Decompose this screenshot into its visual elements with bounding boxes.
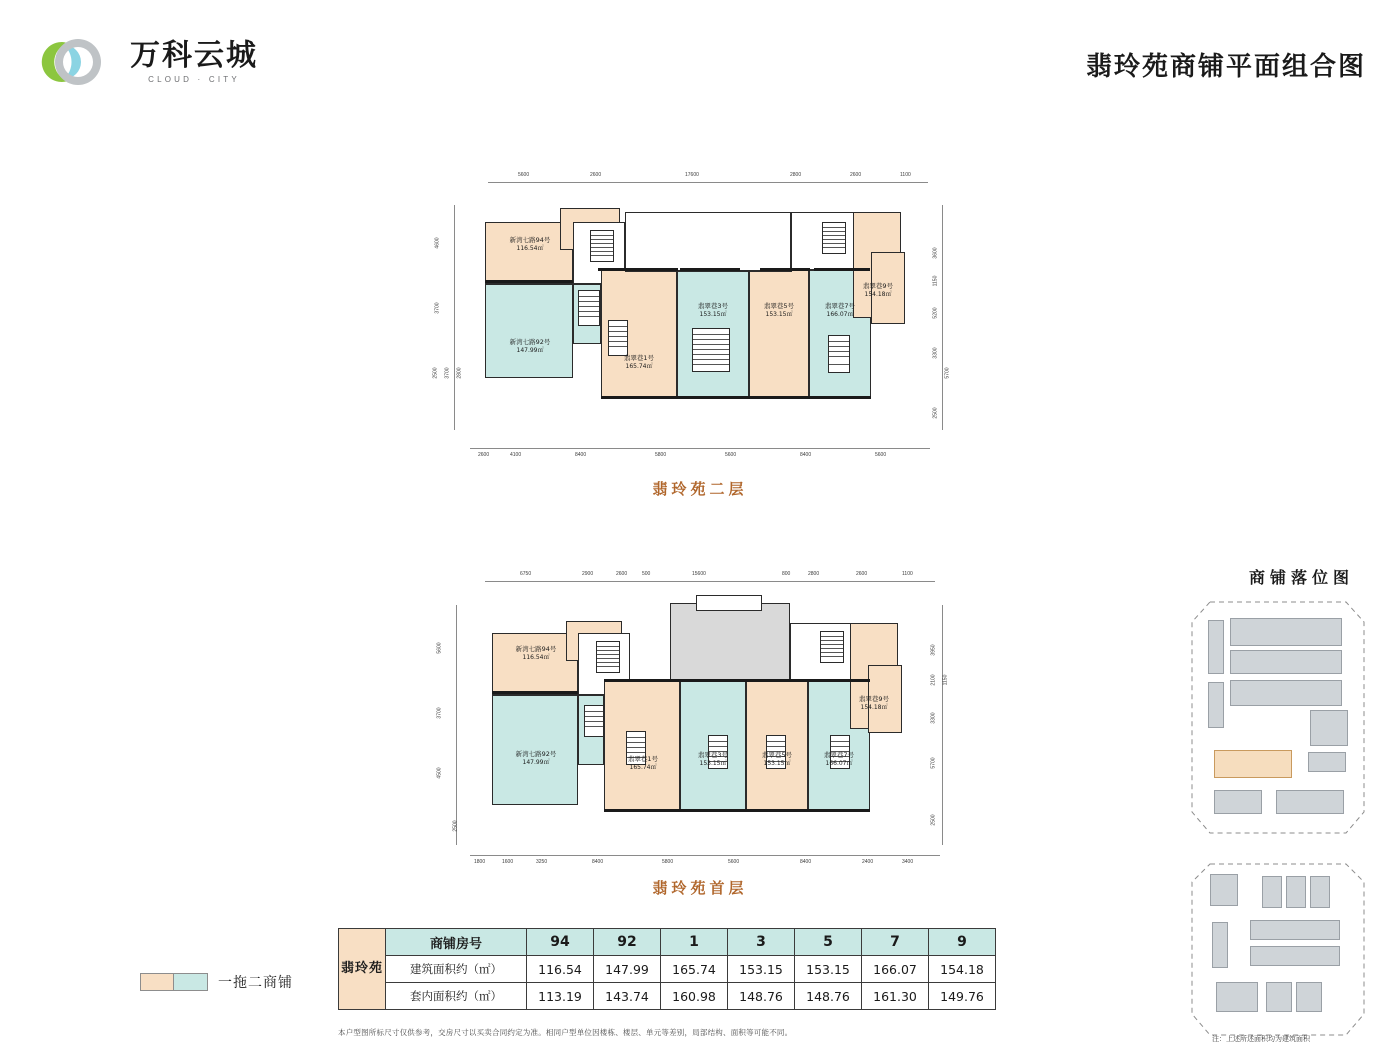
room-label-7: 翡翠巷7号 166.07㎡ (824, 302, 856, 319)
dim-right-1: 3600 (932, 247, 939, 259)
brand-text (130, 40, 258, 84)
dim-bottom-6: 8400 (800, 452, 812, 458)
f1-dim-bottom-5: 5800 (662, 859, 674, 865)
unit-5-block (749, 270, 809, 398)
f1-dim-bottom-3: 3250 (536, 859, 548, 865)
f1-room-label-1: 翡翠巷1号 165.74㎡ (627, 755, 659, 772)
table-cell-0-0: 94 (527, 929, 594, 956)
room-label-92: 新湾七路92号 147.99㎡ (509, 338, 551, 355)
f1-dim-top-4: 500 (642, 571, 651, 577)
legend (140, 972, 293, 992)
table-cell-0-5: 7 (862, 929, 929, 956)
dim-right-5: 5700 (944, 367, 951, 379)
atrium-block (670, 603, 790, 681)
dim-top-3: 17600 (685, 172, 699, 178)
table-row (339, 956, 996, 983)
dim-left-1: 4600 (434, 237, 441, 249)
dim-bottom-4: 5800 (655, 452, 667, 458)
dim-right-6: 2500 (932, 407, 939, 419)
dim-left-4: 3700 (444, 367, 451, 379)
table-cell-2-2: 160.98 (661, 983, 728, 1010)
dim-right-4: 3300 (932, 347, 939, 359)
keyplan-lower (1190, 862, 1366, 1037)
table-cell-1-5: 166.07 (862, 956, 929, 983)
dim-bottom-3: 8400 (575, 452, 587, 458)
f1-stair-left2 (584, 705, 604, 737)
f1-dim-left-3: 4500 (436, 767, 443, 779)
brand-name-cn: 万科云城 (130, 38, 258, 74)
f1-dim-bottom-1: 1800 (474, 859, 486, 865)
f1-dim-top-6: 800 (782, 571, 791, 577)
footnote: 本户型图所标尺寸仅供参考，交房尺寸以买卖合同约定为准。相同户型单位因楼栋、楼层、单元等差别，局部结构、面积等可能不同。 (338, 1028, 793, 1037)
brand-name-en: CLOUD · CITY (148, 74, 240, 84)
dim-bottom-1: 2600 (478, 452, 490, 458)
legend-swatch-mint (174, 973, 208, 991)
f1-dim-bottom-2: 1600 (502, 859, 514, 865)
dim-left-3: 2500 (432, 367, 439, 379)
f1-dim-top-7: 2800 (808, 571, 820, 577)
f1-dim-bottom-7: 8400 (800, 859, 812, 865)
table-cell-1-3: 153.15 (728, 956, 795, 983)
table-row (339, 983, 996, 1010)
f1-dim-top-9: 1100 (902, 571, 913, 577)
table-rowhead-2: 套内面积约（㎡） (386, 983, 527, 1010)
f1-dim-right-1: 3950 (930, 644, 937, 656)
dim-top-1: 5600 (518, 172, 530, 178)
floorplan-level1 (430, 555, 970, 905)
table-cell-0-3: 3 (728, 929, 795, 956)
f1-dim-top-8: 2600 (856, 571, 868, 577)
f1-room-label-94: 新湾七路94号 116.54㎡ (515, 645, 557, 662)
legend-swatch-peach (140, 973, 174, 991)
dim-bottom-5: 5600 (725, 452, 737, 458)
f1-stair-right (820, 631, 844, 663)
page-header (0, 0, 1400, 120)
f1-dim-bottom-6: 5600 (728, 859, 740, 865)
floorplan-level2 (430, 160, 970, 510)
table-rowhead-1: 建筑面积约（㎡） (386, 956, 527, 983)
floorplan-level1-caption: 翡玲苑首层 (652, 879, 748, 897)
table-cell-0-6: 9 (929, 929, 996, 956)
f1-dim-right-4: 3300 (930, 712, 937, 724)
stair-unit7 (828, 335, 850, 373)
f1-dim-bottom-9: 3400 (902, 859, 914, 865)
stair-unit1 (608, 320, 628, 356)
dim-right-2: 1150 (932, 275, 939, 287)
table-cell-2-0: 113.19 (527, 983, 594, 1010)
dim-top-4: 2800 (790, 172, 802, 178)
room-label-5: 翡翠巷5号 153.15㎡ (763, 302, 795, 319)
f1-dim-left-4: 2500 (452, 820, 459, 832)
f1-dim-top-1: 6750 (520, 571, 532, 577)
f1-dim-top-3: 2600 (616, 571, 628, 577)
shop-area-table (338, 928, 996, 1010)
table-cell-0-4: 5 (795, 929, 862, 956)
floorplan-level2-caption: 翡玲苑二层 (652, 480, 748, 498)
brand-logo (34, 33, 258, 91)
f1-room-label-9: 翡翠巷9号 154.18㎡ (858, 695, 890, 712)
dim-right-3: 5200 (932, 307, 939, 319)
keyplan-note: 注：上述所述面积均为建筑面积 (1212, 1036, 1310, 1043)
table-row (339, 929, 996, 956)
table-cell-1-0: 116.54 (527, 956, 594, 983)
table-cell-1-6: 154.18 (929, 956, 996, 983)
keyplan-highlight (1214, 750, 1292, 778)
table-cell-2-6: 149.76 (929, 983, 996, 1010)
dim-bottom-2: 4100 (510, 452, 522, 458)
f1-dim-left-1: 5600 (436, 642, 443, 654)
table-cell-2-5: 161.30 (862, 983, 929, 1010)
room-label-1: 翡翠巷1号 165.74㎡ (623, 354, 655, 371)
table-cell-0-1: 92 (594, 929, 661, 956)
page-title: 翡玲苑商铺平面组合图 (1085, 52, 1366, 82)
dim-bottom-7: 5600 (875, 452, 887, 458)
f1-stair-left (596, 641, 620, 673)
legend-label: 一拖二商铺 (218, 975, 293, 991)
f1-dim-bottom-4: 8400 (592, 859, 604, 865)
table-cell-2-4: 148.76 (795, 983, 862, 1010)
dim-top-2: 2600 (590, 172, 602, 178)
f1-dim-left-2: 3700 (436, 707, 443, 719)
dim-left-2: 3700 (434, 302, 441, 314)
f1-room-label-7: 翡翠巷7号 166.07㎡ (823, 751, 855, 768)
table-cell-1-4: 153.15 (795, 956, 862, 983)
cloud-city-logo-icon (34, 33, 120, 91)
keyplan-upper (1190, 600, 1366, 835)
room-label-94: 新湾七路94号 116.54㎡ (509, 236, 551, 253)
dim-top-5: 2600 (850, 172, 862, 178)
table-cell-0-2: 1 (661, 929, 728, 956)
room-label-3: 翡翠巷3号 153.15㎡ (697, 302, 729, 319)
f1-dim-top-2: 2900 (582, 571, 594, 577)
f1-dim-right-3: 1150 (942, 674, 949, 686)
keyplan-title: 商铺落位图 (1248, 568, 1354, 587)
f1-dim-right-6: 2500 (930, 814, 937, 826)
dim-left-5: 2800 (456, 367, 463, 379)
f1-dim-right-2: 2100 (930, 674, 937, 686)
f1-room-label-92: 新湾七路92号 147.99㎡ (515, 750, 557, 767)
f1-room-label-5: 翡翠巷5号 153.15㎡ (761, 751, 793, 768)
stair-left-upper (590, 230, 614, 262)
table-rowhead-0: 商铺房号 (386, 929, 527, 956)
table-cell-2-1: 143.74 (594, 983, 661, 1010)
table-cell-1-2: 165.74 (661, 956, 728, 983)
table-cell-2-3: 148.76 (728, 983, 795, 1010)
stair-right (822, 222, 846, 254)
stair-center (692, 328, 730, 372)
f1-dim-top-5: 15600 (692, 571, 706, 577)
f1-room-label-3: 翡翠巷3号 153.15㎡ (697, 751, 729, 768)
atrium-top (696, 595, 762, 611)
table-side-label: 翡玲苑 (339, 929, 386, 1010)
room-label-9: 翡翠巷9号 154.18㎡ (862, 282, 894, 299)
table-cell-1-1: 147.99 (594, 956, 661, 983)
stair-left-lower (578, 290, 600, 326)
dim-top-6: 1100 (900, 172, 911, 178)
f1-dim-right-5: 5700 (930, 757, 937, 769)
f1-dim-bottom-8: 2400 (862, 859, 874, 865)
unit-92-block (485, 284, 573, 378)
